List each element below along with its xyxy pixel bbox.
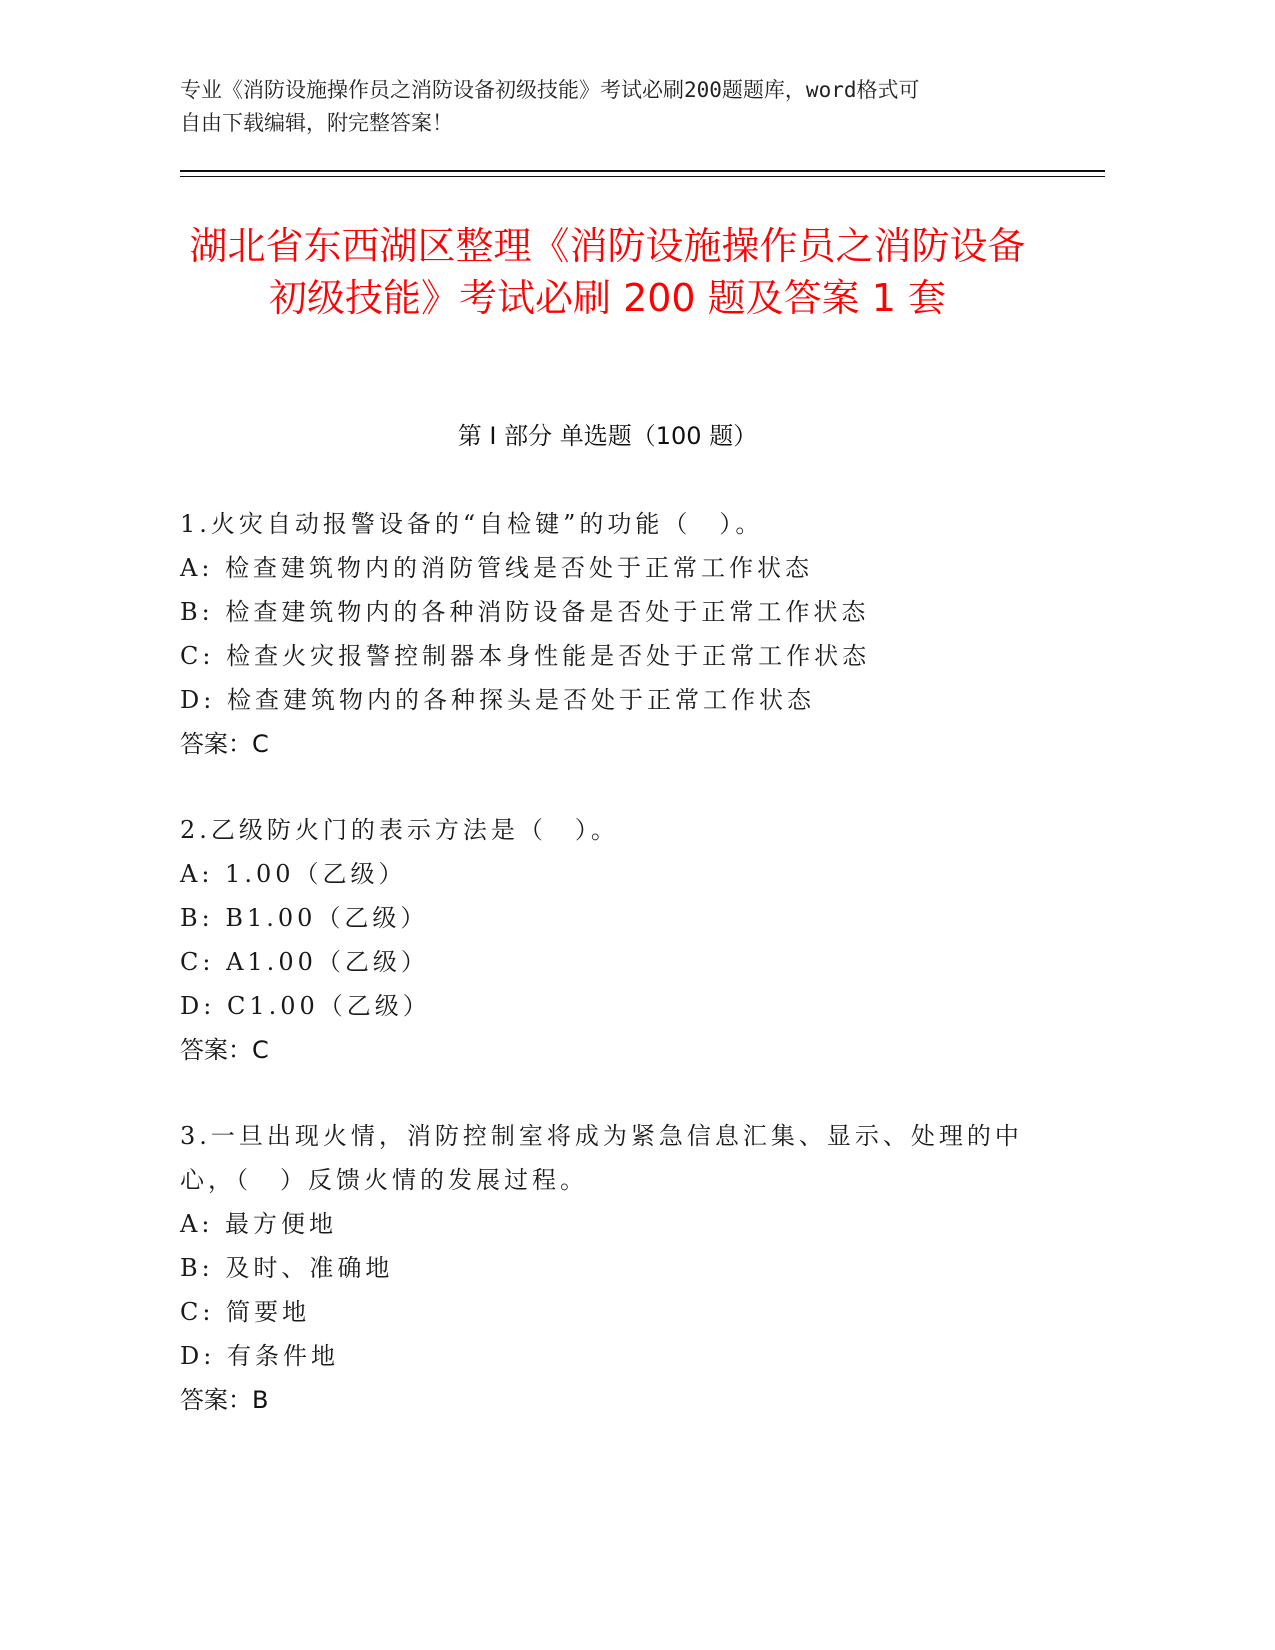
answer: 答案：B [180,1386,269,1414]
option-d [180,984,1040,1028]
option-text: 检查火灾报警控制器本身性能是否处于正常工作状态 [214,642,871,670]
option-key: C: [180,948,215,976]
option-b [180,1246,1040,1290]
option-text: A1.00（乙级） [214,948,429,976]
option-key: D: [180,686,216,714]
header-divider-thin [180,176,1105,177]
header-note-line-2: 自由下载编辑，附完整答案！ [180,111,453,135]
option-key: C: [180,1298,215,1326]
option-key: B: [180,904,214,932]
option-key: D: [180,992,216,1020]
option-key: B: [180,1254,214,1282]
header-note [180,74,1080,140]
question-stem: 3.一旦出现火情，消防控制室将成为紧急信息汇集、显示、处理的中心，（ ）反馈火情的发展过程。 [180,1122,1023,1194]
option-key: D: [180,1342,216,1370]
option-key: A: [180,1210,214,1238]
option-key: A: [180,554,214,582]
option-b [180,896,1040,940]
option-text: C1.00（乙级） [215,992,431,1020]
option-c [180,940,1040,984]
option-text: 最方便地 [213,1210,338,1238]
answer: 答案：C [180,730,269,758]
option-b [180,590,1040,634]
question-3 [180,1114,1040,1422]
document-title: 湖北省东西湖区整理《消防设施操作员之消防设备初级技能》考试必刷 200 题及答案 1 套 [189,224,1026,320]
option-text: 检查建筑物内的消防管线是否处于正常工作状态 [213,554,814,582]
option-c [180,1290,1040,1334]
header-note-line-1: 专业《消防设施操作员之消防设备初级技能》考试必刷200题题库，word格式可 [180,78,920,102]
option-text: 检查建筑物内的各种探头是否处于正常工作状态 [215,686,815,714]
answer: 答案：C [180,1036,269,1064]
option-text: 有条件地 [215,1342,339,1370]
option-key: A: [180,860,214,888]
section-title: 第 I 部分 单选题（100 题） [457,422,758,450]
option-text: B1.00（乙级） [213,904,429,932]
header-divider-thick [180,170,1105,172]
option-a [180,546,1040,590]
option-a [180,1202,1040,1246]
option-key: C: [180,642,215,670]
option-c [180,634,1040,678]
question-1 [180,502,1040,766]
option-text: 检查建筑物内的各种消防设备是否处于正常工作状态 [213,598,870,626]
option-d [180,678,1040,722]
question-2 [180,808,1040,1072]
option-d [180,1334,1040,1378]
question-stem: 2.乙级防火门的表示方法是（ ）。 [180,816,619,844]
question-stem: 1.火灾自动报警设备的“自检键”的功能（ ）。 [180,510,764,538]
option-a [180,852,1040,896]
option-text: 简要地 [214,1298,311,1326]
option-key: B: [180,598,214,626]
option-text: 及时、准确地 [213,1254,394,1282]
option-text: 1.00（乙级） [213,860,407,888]
